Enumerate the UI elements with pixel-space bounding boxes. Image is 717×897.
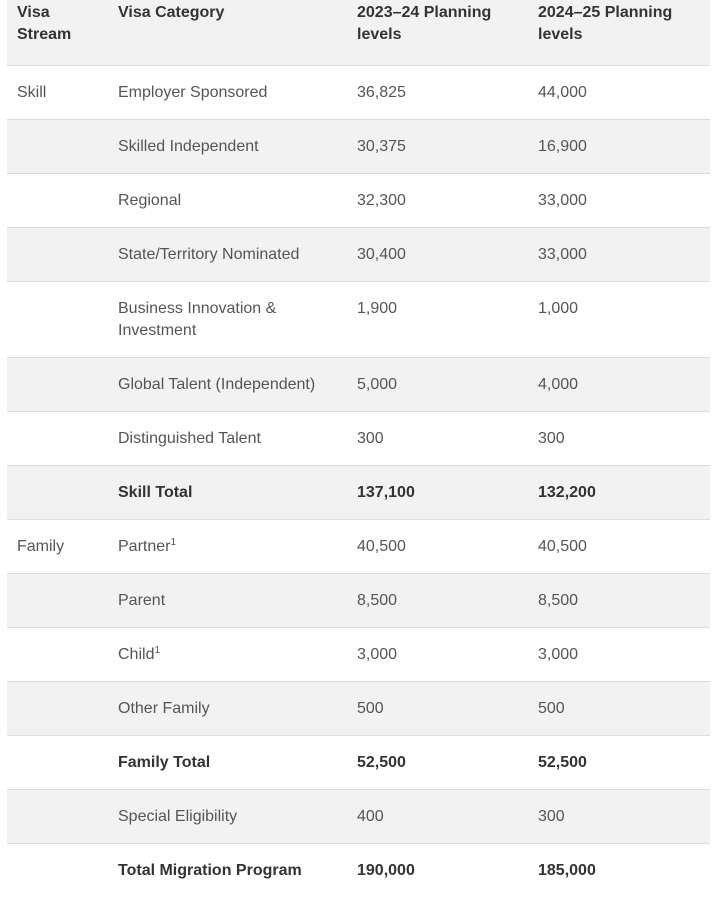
table-row [7,282,710,358]
visa-category-cell: Global Talent (Independent) [108,358,347,412]
planning-2024-25-cell: 300 [528,412,710,466]
visa-stream-cell [7,628,108,682]
visa-category-cell: Business Innovation & Investment [108,282,347,358]
planning-2024-25-cell: 8,500 [528,574,710,628]
visa-stream-cell: Family [7,520,108,574]
planning-2024-25-cell: 500 [528,682,710,736]
planning-2024-25-cell: 52,500 [528,736,710,790]
visa-category-cell [108,628,347,682]
visa-category-cell: Parent [108,574,347,628]
planning-2024-25-cell: 33,000 [528,174,710,228]
table-row [7,682,710,736]
table-row [7,412,710,466]
planning-2023-24-cell: 400 [347,790,528,844]
visa-category-cell: Other Family [108,682,347,736]
visa-stream-cell [7,466,108,520]
visa-category-cell: Distinguished Talent [108,412,347,466]
visa-stream-cell [7,682,108,736]
planning-2023-24-cell: 8,500 [347,574,528,628]
planning-2024-25-cell: 185,000 [528,844,710,897]
visa-stream-cell [7,736,108,790]
table-row [7,120,710,174]
table-row [7,628,710,682]
table-row [7,574,710,628]
visa-category-cell: Skilled Independent [108,120,347,174]
visa-category-cell: Skill Total [108,466,347,520]
visa-category-cell [108,520,347,574]
visa-stream-cell [7,228,108,282]
category-label: Child [118,646,154,663]
family-total-row [7,736,710,790]
visa-stream-cell [7,790,108,844]
visa-stream-cell [7,844,108,897]
visa-category-cell: Employer Sponsored [108,66,347,120]
planning-2023-24-cell: 3,000 [347,628,528,682]
category-label: Partner [118,538,170,555]
planning-2024-25-cell: 4,000 [528,358,710,412]
visa-category-cell: State/Territory Nominated [108,228,347,282]
planning-2023-24-cell: 137,100 [347,466,528,520]
planning-2024-25-cell: 1,000 [528,282,710,358]
total-migration-program-row [7,844,710,897]
planning-2024-25-cell: 33,000 [528,228,710,282]
visa-stream-cell [7,412,108,466]
visa-stream-cell [7,174,108,228]
table-row [7,520,710,574]
visa-stream-cell [7,282,108,358]
header-visa-category: Visa Category [108,0,347,66]
table-header-row [7,0,710,66]
migration-planning-table [7,0,710,897]
table-row [7,228,710,282]
planning-2023-24-cell: 30,375 [347,120,528,174]
visa-stream-cell: Skill [7,66,108,120]
table-row [7,66,710,120]
planning-2024-25-cell: 132,200 [528,466,710,520]
planning-2023-24-cell: 30,400 [347,228,528,282]
visa-category-cell: Regional [108,174,347,228]
planning-2023-24-cell: 52,500 [347,736,528,790]
planning-2023-24-cell: 500 [347,682,528,736]
visa-stream-cell [7,120,108,174]
skill-total-row [7,466,710,520]
header-2023-24-planning-levels: 2023–24 Planning levels [347,0,528,66]
planning-2024-25-cell: 40,500 [528,520,710,574]
header-2024-25-planning-levels: 2024–25 Planning levels [528,0,710,66]
planning-2024-25-cell: 3,000 [528,628,710,682]
table-row [7,174,710,228]
planning-2024-25-cell: 44,000 [528,66,710,120]
planning-2024-25-cell: 16,900 [528,120,710,174]
planning-2023-24-cell: 300 [347,412,528,466]
table-row [7,358,710,412]
visa-stream-cell [7,574,108,628]
visa-category-cell: Family Total [108,736,347,790]
planning-2024-25-cell: 300 [528,790,710,844]
planning-2023-24-cell: 1,900 [347,282,528,358]
planning-2023-24-cell: 32,300 [347,174,528,228]
planning-2023-24-cell: 36,825 [347,66,528,120]
table-row [7,790,710,844]
visa-category-cell: Total Migration Program [108,844,347,897]
planning-2023-24-cell: 5,000 [347,358,528,412]
planning-2023-24-cell: 40,500 [347,520,528,574]
planning-2023-24-cell: 190,000 [347,844,528,897]
footnote-marker: 1 [170,537,176,548]
visa-stream-cell [7,358,108,412]
header-visa-stream: Visa Stream [7,0,108,66]
footnote-marker: 1 [154,645,160,656]
visa-category-cell: Special Eligibility [108,790,347,844]
